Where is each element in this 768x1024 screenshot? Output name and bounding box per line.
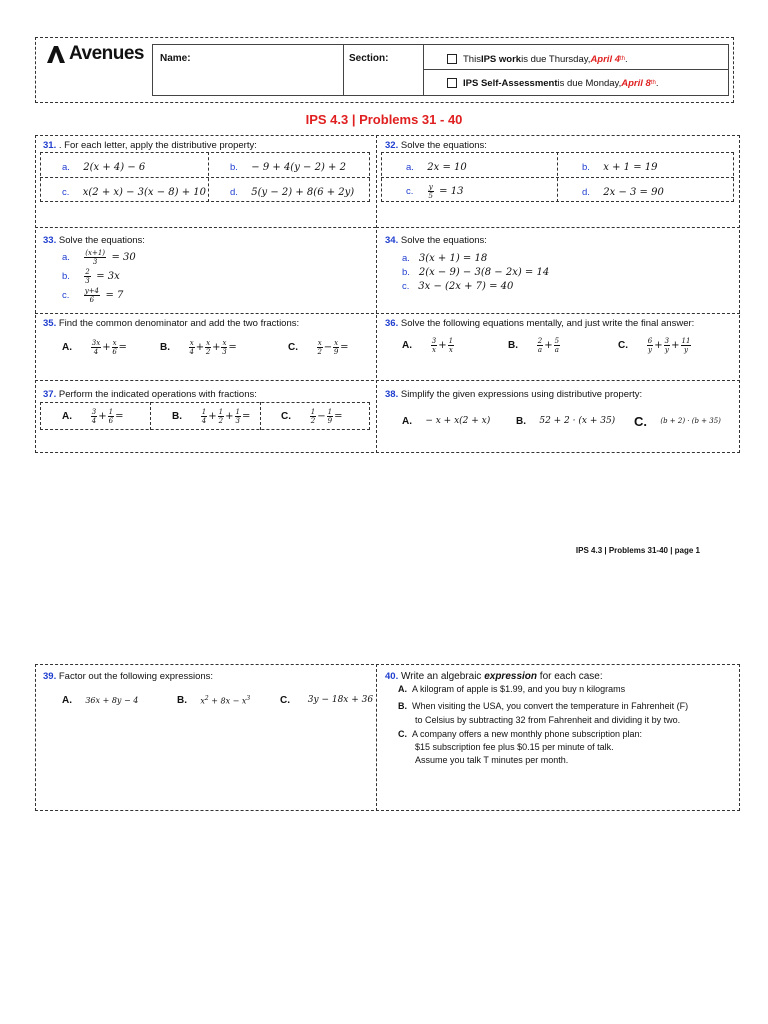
due1-pre: This bbox=[463, 53, 481, 65]
p33-a-expr: = 30 bbox=[111, 251, 136, 263]
p39-C bbox=[280, 691, 373, 709]
p35-A-f2n: x bbox=[112, 338, 117, 347]
p40-pre: Write an algebraic bbox=[401, 671, 485, 682]
p36-A-f1d: x bbox=[432, 345, 436, 354]
p34-a-expr: 3(x + 1) = 18 bbox=[418, 252, 488, 264]
p36-C-f2d: y bbox=[664, 345, 669, 354]
p36-C-label: C. bbox=[618, 339, 628, 351]
p38-text: Simplify the given expressions using distributive property: bbox=[400, 389, 643, 400]
p36-C bbox=[618, 336, 692, 354]
p35-C-eq: = bbox=[340, 341, 349, 353]
p38-C bbox=[634, 412, 721, 430]
p32-c-label: c. bbox=[406, 185, 414, 197]
p39-B-s2: 3 bbox=[246, 694, 251, 702]
p40-A bbox=[398, 684, 625, 694]
p32-b-label: b. bbox=[582, 161, 590, 173]
p32-text: Solve the equations: bbox=[400, 140, 487, 151]
p36-A-label: A. bbox=[402, 339, 412, 351]
p32-d bbox=[582, 183, 664, 201]
p35-B-f2n: x bbox=[206, 338, 211, 347]
p37-B-op1: + bbox=[208, 410, 217, 422]
problem-33-prompt bbox=[43, 235, 145, 246]
p35-C-f2n: x bbox=[334, 338, 339, 347]
p35-B-f3d: 3 bbox=[222, 347, 227, 356]
p39-C-label: C. bbox=[280, 694, 290, 706]
p31-c bbox=[62, 183, 206, 201]
p33-c-label: c. bbox=[62, 289, 70, 301]
p38-A-expr: − x + x(2 + x) bbox=[425, 416, 491, 426]
p40-C bbox=[398, 728, 642, 767]
p33-b-label: b. bbox=[62, 270, 70, 282]
due2-sup: th bbox=[650, 80, 656, 86]
p36-number: 36. bbox=[385, 318, 399, 329]
p35-B-op1: + bbox=[195, 341, 205, 353]
grid-hline-3 bbox=[35, 380, 740, 381]
due2-end: . bbox=[655, 77, 659, 89]
p37-C-f2n: 1 bbox=[327, 407, 333, 416]
problem-34-prompt bbox=[385, 235, 487, 246]
p35-A-label: A. bbox=[62, 341, 72, 353]
p39-B bbox=[177, 691, 250, 709]
p35-A-f1d: 4 bbox=[93, 347, 99, 356]
p33-b-num: 2 bbox=[85, 267, 90, 276]
p38-C-label: C. bbox=[634, 413, 647, 429]
p37-A-eq: = bbox=[115, 410, 124, 422]
p36-C-f3n: 11 bbox=[681, 336, 691, 345]
p33-text: Solve the equations: bbox=[58, 235, 145, 246]
p36-C-f1d: y bbox=[648, 345, 652, 354]
p36-B-f2d: a bbox=[554, 345, 559, 354]
p37-B bbox=[172, 407, 250, 425]
p36-A bbox=[402, 336, 455, 354]
p38-number: 38. bbox=[385, 389, 399, 400]
p33-c-expr: = 7 bbox=[105, 289, 124, 301]
p36-B-label: B. bbox=[508, 339, 518, 351]
p33-a bbox=[62, 248, 136, 266]
p33-a-num: (x+1) bbox=[85, 248, 106, 257]
grid-hline-1b bbox=[376, 227, 740, 228]
p34-b-expr: 2(x − 9) − 3(8 − 2x) = 14 bbox=[418, 266, 550, 278]
due-line-1 bbox=[447, 52, 628, 66]
p31-b-expr: − 9 + 4(y − 2) + 2 bbox=[251, 161, 346, 173]
due-line-2 bbox=[447, 76, 658, 90]
p37-B-f2n: 1 bbox=[218, 407, 224, 416]
p34-text: Solve the equations: bbox=[400, 235, 487, 246]
p37-B-f2d: 2 bbox=[218, 416, 224, 425]
p36-A-f2d: x bbox=[448, 345, 453, 354]
p32-c-expr: = 13 bbox=[439, 185, 464, 197]
p36-text: Solve the following equations mentally, and just write the final answer: bbox=[400, 318, 695, 329]
problem-31-prompt bbox=[43, 140, 257, 151]
page-title: IPS 4.3 | Problems 31 - 40 bbox=[305, 112, 463, 127]
p37-C-f1d: 2 bbox=[310, 416, 316, 425]
p32-a-label: a. bbox=[406, 161, 414, 173]
p35-text: Find the common denominator and add the two fractions: bbox=[58, 318, 300, 329]
p36-C-op1: + bbox=[654, 339, 663, 351]
problem-37-prompt bbox=[43, 389, 257, 400]
p36-B-f1n: 2 bbox=[537, 336, 543, 345]
p33-b-expr: = 3x bbox=[96, 270, 120, 282]
p36-A-f2n: 1 bbox=[448, 336, 454, 345]
p39-B-e2: + 8x − x bbox=[208, 696, 247, 706]
p40-C-text3: Assume you talk T minutes per month. bbox=[415, 755, 569, 765]
p31-d-label: d. bbox=[230, 186, 238, 198]
problem-38-prompt bbox=[385, 389, 642, 400]
p40-B bbox=[398, 699, 688, 727]
due2-date: April 8 bbox=[621, 77, 651, 89]
p35-B-f1d: 4 bbox=[189, 347, 194, 356]
name-label: Name: bbox=[160, 53, 191, 64]
section-cell[interactable] bbox=[344, 44, 424, 96]
p38-A-label: A. bbox=[402, 415, 412, 427]
p40-number: 40. bbox=[385, 671, 399, 682]
p36-B bbox=[508, 336, 561, 354]
p40-C-text1: A company offers a new monthly phone subscription plan: bbox=[412, 729, 642, 739]
p35-A-f1n: 3x bbox=[91, 338, 101, 347]
p32-number: 32. bbox=[385, 140, 399, 151]
p37-text: Perform the indicated operations with fractions: bbox=[58, 389, 257, 400]
p38-A bbox=[402, 412, 490, 430]
p31-hline bbox=[40, 177, 370, 178]
p37-number: 37. bbox=[43, 389, 57, 400]
p36-B-f1d: a bbox=[537, 345, 543, 354]
problem-32-prompt bbox=[385, 140, 487, 151]
p40-C-text2: $15 subscription fee plus $0.15 per minute of talk. bbox=[415, 742, 614, 752]
grid-hline-2 bbox=[35, 313, 740, 314]
p35-C-f1n: x bbox=[317, 338, 322, 347]
checkbox-ips-work[interactable] bbox=[447, 54, 457, 64]
p33-b bbox=[62, 267, 120, 285]
p37-C-op1: − bbox=[317, 410, 326, 422]
p34-a-label: a. bbox=[402, 252, 410, 264]
p37-C-f2d: 9 bbox=[327, 416, 333, 425]
p37-A-f2d: 6 bbox=[108, 416, 114, 425]
problem-35-prompt bbox=[43, 318, 299, 329]
due2-bold: IPS Self-Assessment bbox=[463, 77, 558, 89]
p37-B-f3d: 3 bbox=[235, 416, 240, 425]
p36-B-f2n: 5 bbox=[554, 336, 560, 345]
grid-vline bbox=[376, 135, 377, 453]
p37-C bbox=[281, 407, 343, 425]
p36-C-op2: + bbox=[671, 339, 680, 351]
p35-number: 35. bbox=[43, 318, 57, 329]
page-footer: IPS 4.3 | Problems 31-40 | page 1 bbox=[575, 546, 700, 555]
p38-C-expr: (b + 2) · (b + 35) bbox=[660, 417, 721, 425]
p35-A-f2d: 6 bbox=[112, 347, 117, 356]
p36-C-f3d: y bbox=[683, 345, 688, 354]
section-label: Section: bbox=[349, 53, 389, 64]
p38-B-expr: 52 + 2 · (x + 35) bbox=[539, 416, 616, 426]
p36-C-f2n: 3 bbox=[664, 336, 670, 345]
divider bbox=[424, 69, 729, 70]
p32-hline bbox=[381, 177, 734, 178]
p31-c-expr: x(2 + x) − 3(x − 8) + 10 bbox=[82, 186, 207, 198]
p37-B-f1d: 4 bbox=[201, 416, 207, 425]
p38-B bbox=[516, 412, 615, 430]
p37-B-f3n: 1 bbox=[235, 407, 240, 416]
p32-a-expr: 2x = 10 bbox=[427, 161, 467, 173]
p40-B-text2: to Celsius by subtracting 32 from Fahrenheit and dividing it by two. bbox=[415, 715, 681, 725]
p33-b-den: 3 bbox=[85, 276, 90, 285]
p40-B-text1: When visiting the USA, you convert the temperature in Fahrenheit (F) bbox=[412, 701, 689, 711]
p35-B-f2d: 2 bbox=[205, 347, 211, 356]
p35-B-f1n: x bbox=[189, 338, 194, 347]
name-cell[interactable] bbox=[152, 44, 344, 96]
p31-d bbox=[230, 183, 354, 201]
p32-b bbox=[582, 158, 657, 176]
p31-b bbox=[230, 158, 346, 176]
p35-A-op1: + bbox=[102, 341, 111, 353]
p32-c-den: 5 bbox=[428, 191, 433, 200]
p36-A-f1n: 3 bbox=[431, 336, 437, 345]
p35-B-eq: = bbox=[228, 341, 237, 353]
p35-A bbox=[62, 338, 127, 356]
p37-A-f1n: 3 bbox=[91, 407, 97, 416]
p34-b-label: b. bbox=[402, 266, 410, 278]
p37-A-op1: + bbox=[98, 410, 107, 422]
p37-B-f1n: 1 bbox=[201, 407, 207, 416]
p35-B-op2: + bbox=[212, 341, 221, 353]
p33-a-den: 3 bbox=[92, 257, 98, 266]
p35-C-op1: − bbox=[323, 341, 333, 353]
p37-C-f1n: 1 bbox=[310, 407, 316, 416]
due1-date: April 4 bbox=[590, 53, 620, 65]
p39-number: 39. bbox=[43, 671, 57, 682]
p31-b-label: b. bbox=[230, 161, 238, 173]
problem-39-prompt bbox=[43, 671, 213, 682]
due2-mid: is due Monday, bbox=[557, 77, 622, 89]
p37-C-label: C. bbox=[281, 410, 291, 422]
p39-C-expr: 3y − 18x + 36 bbox=[307, 695, 374, 705]
due1-bold: IPS work bbox=[480, 53, 522, 65]
p37-B-op2: + bbox=[225, 410, 234, 422]
checkbox-self-assessment[interactable] bbox=[447, 78, 457, 88]
p33-c bbox=[62, 286, 123, 304]
p37-vline-2 bbox=[260, 402, 261, 430]
p40-post: for each case: bbox=[537, 671, 603, 682]
p36-C-f1n: 6 bbox=[647, 336, 653, 345]
p40-C-label: C. bbox=[398, 729, 407, 739]
p32-d-label: d. bbox=[582, 186, 590, 198]
p35-B-label: B. bbox=[160, 341, 170, 353]
p39-B-s1: 2 bbox=[204, 694, 209, 702]
p37-B-label: B. bbox=[172, 410, 182, 422]
grid-hline-1 bbox=[35, 227, 376, 228]
p37-A-f1d: 4 bbox=[91, 416, 97, 425]
p31-d-expr: 5(y − 2) + 8(6 + 2y) bbox=[251, 186, 355, 198]
p32-a bbox=[406, 158, 467, 176]
p33-a-label: a. bbox=[62, 251, 70, 263]
p31-number: 31. bbox=[43, 140, 57, 151]
p34-number: 34. bbox=[385, 235, 399, 246]
due1-end: . bbox=[625, 53, 628, 65]
p37-vline-1 bbox=[150, 402, 151, 430]
p37-A bbox=[62, 407, 124, 425]
p35-C-f1d: 2 bbox=[317, 347, 322, 356]
p39-text: Factor out the following expressions: bbox=[58, 671, 214, 682]
page2-vline bbox=[376, 664, 377, 811]
p35-C-label: C. bbox=[288, 341, 298, 353]
p33-c-den: 6 bbox=[89, 295, 95, 304]
p31-a bbox=[62, 158, 145, 176]
avenues-logo-icon bbox=[45, 44, 67, 64]
p37-B-eq: = bbox=[241, 410, 251, 422]
p40-B-label: B. bbox=[398, 701, 407, 711]
p34-c-label: c. bbox=[402, 280, 410, 292]
p39-B-label: B. bbox=[177, 694, 187, 706]
p35-B bbox=[160, 338, 237, 356]
p32-c bbox=[406, 182, 463, 200]
due1-mid: is due Thursday, bbox=[521, 53, 591, 65]
p39-A-expr: 36x + 8y − 4 bbox=[85, 695, 139, 705]
p34-c bbox=[402, 277, 513, 295]
p31-c-label: c. bbox=[62, 186, 70, 198]
problem-36-prompt bbox=[385, 318, 694, 329]
p37-C-eq: = bbox=[334, 410, 343, 422]
p35-C-f2d: 9 bbox=[333, 347, 339, 356]
p32-d-expr: 2x − 3 = 90 bbox=[603, 186, 664, 198]
logo-text: Avenues bbox=[69, 43, 144, 64]
p37-A-label: A. bbox=[62, 410, 72, 422]
p33-c-num: y+4 bbox=[84, 286, 100, 295]
p39-B-e1: x bbox=[200, 696, 205, 706]
due1-sup: th bbox=[620, 56, 626, 62]
p39-A-label: A. bbox=[62, 694, 72, 706]
p31-text: . For each letter, apply the distributive property: bbox=[58, 140, 257, 151]
logo bbox=[45, 41, 145, 67]
p40-em: expression bbox=[484, 671, 538, 682]
p36-A-op1: + bbox=[438, 339, 447, 351]
p38-B-label: B. bbox=[516, 415, 526, 427]
problem-40-prompt bbox=[385, 671, 603, 682]
p35-A-eq: = bbox=[118, 341, 127, 353]
p33-number: 33. bbox=[43, 235, 57, 246]
p31-a-label: a. bbox=[62, 161, 70, 173]
p35-B-f3n: x bbox=[222, 338, 227, 347]
p36-B-op1: + bbox=[544, 339, 553, 351]
p32-b-expr: x + 1 = 19 bbox=[603, 161, 658, 173]
p40-A-text: A kilogram of apple is $1.99, and you buy n kilograms bbox=[412, 684, 626, 694]
p39-A bbox=[62, 691, 138, 709]
p31-a-expr: 2(x + 4) − 6 bbox=[83, 161, 146, 173]
p34-c-expr: 3x − (2x + 7) = 40 bbox=[418, 280, 514, 292]
p37-A-f2n: 1 bbox=[108, 407, 114, 416]
p40-A-label: A. bbox=[398, 684, 407, 694]
p32-c-num: y bbox=[428, 182, 433, 191]
p35-C bbox=[288, 338, 348, 356]
